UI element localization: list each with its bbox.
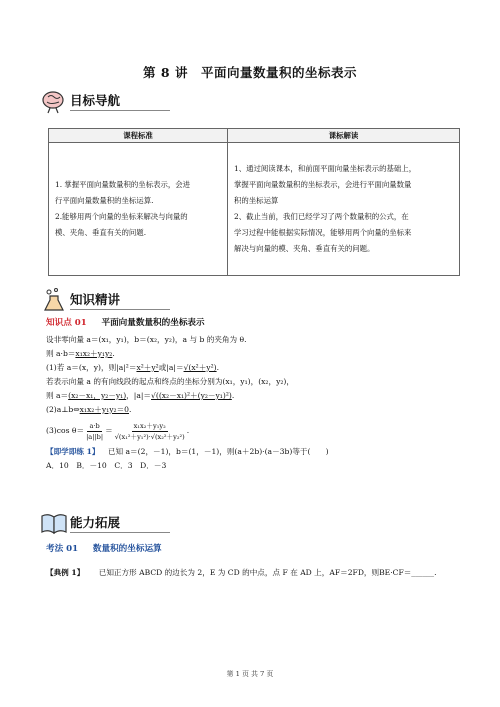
page-title: 第 8 讲 平面向量数量积的坐标表示 <box>143 65 357 80</box>
knowledge-heading: 平面向量数量积的坐标表示 <box>101 318 205 328</box>
knowledge-line: 则 a·b＝x₁x₂＋y₁y₂. <box>46 349 115 358</box>
practice-options: A．10 B．－10 C．3 D．－3 <box>46 461 167 470</box>
section-ability-label: 能力拓展 <box>70 515 121 530</box>
section-divider <box>70 532 170 533</box>
cos-formula: (3)cos θ＝ a·b |a||b| ＝ x₁x₂＋y₁y₂ √(x₁²＋y₁²)·√(x₂²＋y₂²) . <box>46 421 190 441</box>
practice-question: 【即学即练 1】 已知 a＝(2，－1)，b＝(1，－1)，则(a＋2b)·(a－3b)等于( ) <box>46 447 329 456</box>
section-knowledge <box>40 287 240 313</box>
section-divider <box>70 309 170 310</box>
flask-icon <box>40 287 68 313</box>
section-goal <box>40 88 240 114</box>
section-ability <box>40 510 240 536</box>
example-question: 【典例 1】 已知正方形 ABCD 的边长为 2，E 为 CD 的中点，点 F 在 AD 上，AF＝2FD，则BE·CF＝______. <box>46 568 437 577</box>
knowledge-line: (2)a⊥b⇔x₁x₂＋y₁y₂＝0. <box>46 405 132 414</box>
method-heading: 考法 01 数量积的坐标运算 <box>46 544 162 554</box>
knowledge-line: 设非零向量 a＝(x₁，y₁)，b＝(x₂，y₂)，a 与 b 的夹角为 θ. <box>46 335 247 344</box>
knowledge-line: (1)若 a＝(x，y)，则|a|²＝x²＋y²或|a|＝√(x²＋y²). <box>46 363 220 372</box>
table-cell-standard: 1. 掌握平面向量数量积的坐标表示，会进 行平面向量数量积的坐标运算. 2.能够用两个向量的坐标来解决与向量的 模、夹角、垂直有关的问题. <box>49 143 228 276</box>
section-knowledge-label: 知识精讲 <box>70 292 121 307</box>
section-divider <box>70 110 170 111</box>
open-book-icon <box>40 510 68 536</box>
section-goal-label: 目标导航 <box>70 93 121 108</box>
knowledge-line: 若表示向量 a 的有向线段的起点和终点的坐标分别为(x₁，y₁)，(x₂，y₂)， <box>46 377 294 386</box>
page-footer: 第 1 页 共 7 页 <box>226 670 274 678</box>
knowledge-label: 知识点 01 <box>46 318 87 328</box>
brain-icon <box>40 88 68 114</box>
table-header: 课程标准 <box>49 129 228 143</box>
knowledge-block <box>46 316 466 473</box>
knowledge-line: 则 a＝(x₂－x₁，y₂－y₁)，|a|＝√((x₂－x₁)²＋(y₂－y₁)²). <box>46 391 235 400</box>
table-header: 课标解读 <box>228 129 460 143</box>
table-cell-interpretation: 1、通过阅读课本，和前面平面向量坐标表示的基础上， 掌握平面向量数量积的坐标表示，会进行平面向量数量 积的坐标运算 2、截止当前，我们已经学习了两个数量积的公式，在 学习过程中能根据实际情况，能够用两个向量的坐标来 解决与向量的模、夹角、垂直有关的问题。 <box>228 143 460 276</box>
curriculum-table <box>48 128 460 276</box>
